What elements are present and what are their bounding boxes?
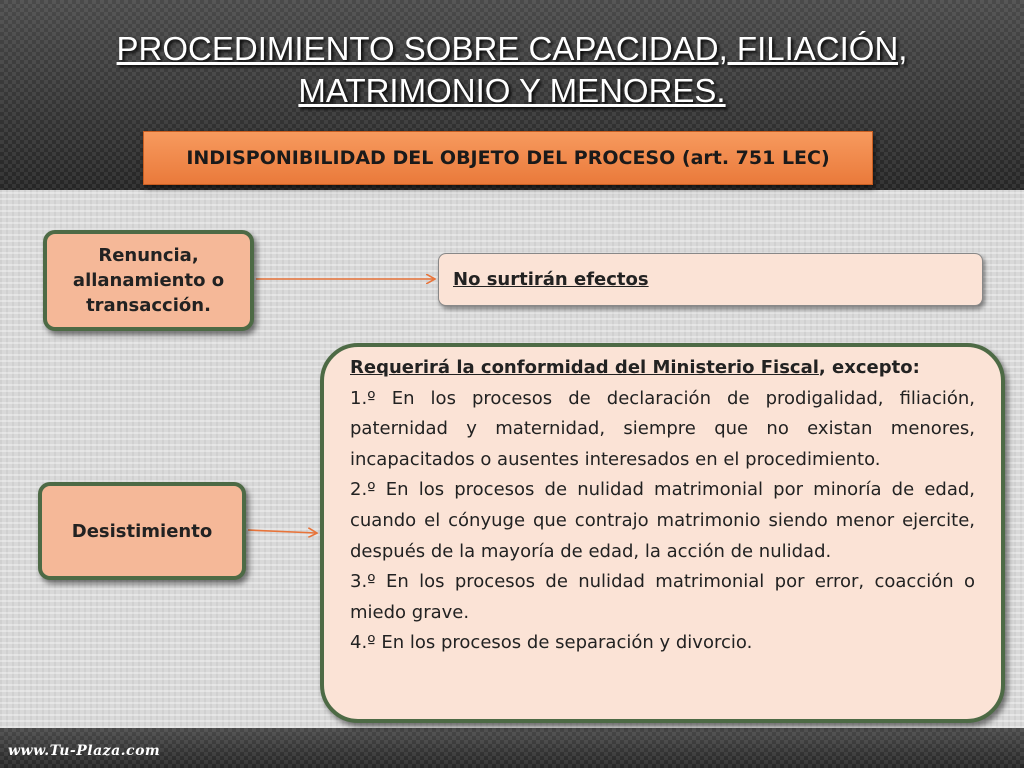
detail-heading-underlined: Requerirá la conformidad del Ministerio Fiscal <box>350 357 819 378</box>
slide-title-line-1: PROCEDIMIENTO SOBRE CAPACIDAD, FILIACIÓN, <box>116 30 908 67</box>
detail-heading-rest: , excepto: <box>818 357 920 378</box>
detail-item-2: 2.º En los procesos de nulidad matrimonial por minoría de edad, cuando el cónyuge que contrajo matrimonio siendo menor ejercite, después de la mayoría de edad, la acción de nulidad. <box>350 479 975 562</box>
detail-heading <box>350 353 975 384</box>
node-desistimiento <box>38 482 246 580</box>
node-no-surtiran-efectos <box>438 253 983 306</box>
footer-logo: www.Tu-Plaza.com <box>8 743 161 759</box>
node-renuncia-label: Renuncia, allanamiento o transacción. <box>72 245 225 316</box>
node-efectos-label: No surtirán efectos <box>453 269 649 290</box>
node-renuncia <box>43 230 254 331</box>
subtitle-text: INDISPONIBILIDAD DEL OBJETO DEL PROCESO (art. 751 LEC) <box>186 147 830 169</box>
slide-title-line-2: MATRIMONIO Y MENORES. <box>298 72 726 109</box>
detail-item-1: 1.º En los procesos de declaración de prodigalidad, filiación, paternidad y maternidad, siempre que no existan menores, incapacitados o ausentes interesados en el procedimiento. <box>350 387 975 470</box>
node-detail-exceptions <box>320 343 1005 723</box>
detail-item-3: 3.º En los procesos de nulidad matrimonial por error, coacción o miedo grave. <box>350 571 975 623</box>
detail-item-4: 4.º En los procesos de separación y divorcio. <box>350 632 753 654</box>
subtitle-banner <box>143 131 873 185</box>
slide-title <box>60 28 964 112</box>
node-desistimiento-label: Desistimiento <box>71 520 213 542</box>
